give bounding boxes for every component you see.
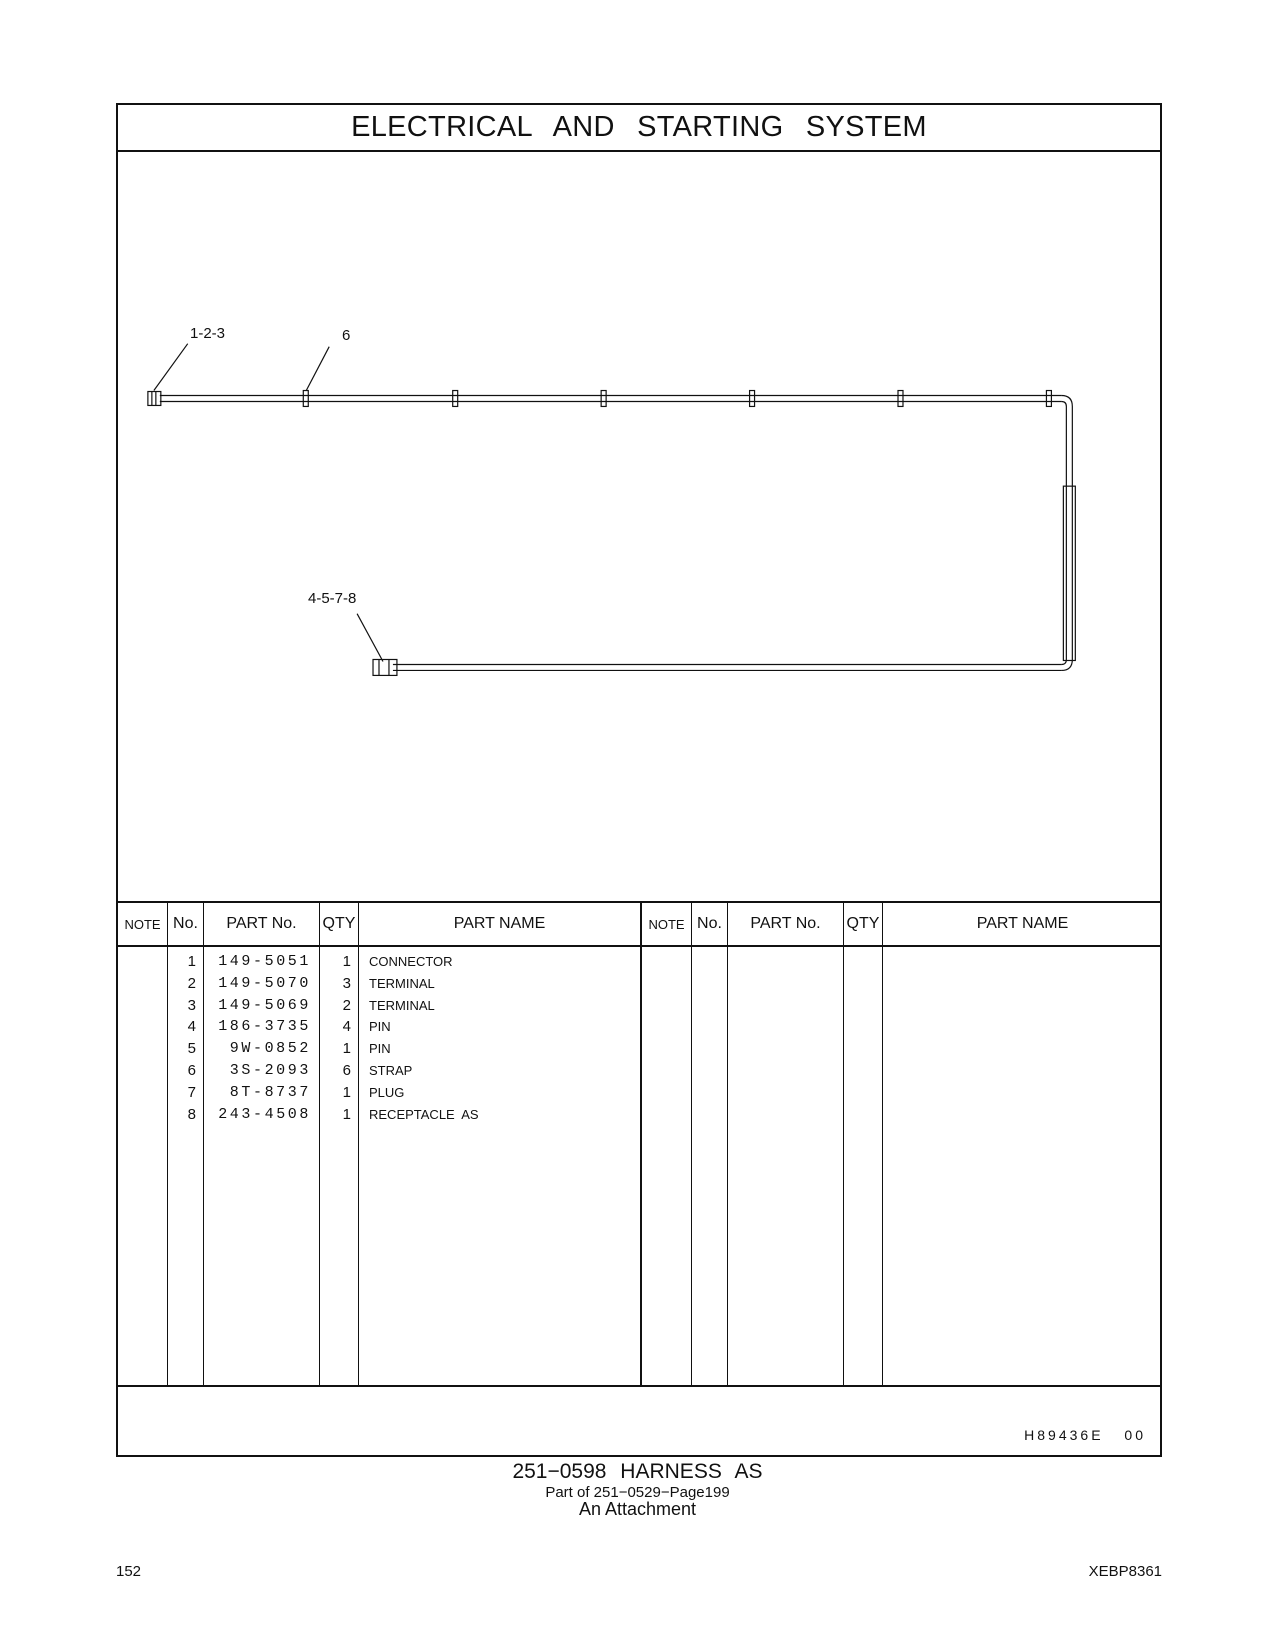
col-part-name-right (883, 903, 1162, 1385)
col-part-name (359, 903, 640, 1385)
harness-drawing (118, 150, 1160, 901)
row-3-no: 3 (187, 996, 196, 1014)
col-note-right (642, 903, 692, 1385)
row-4-qty: 4 (342, 1018, 351, 1036)
connector-left (148, 392, 161, 406)
col-part-no (204, 903, 320, 1385)
header-qty: QTY (320, 903, 358, 947)
leader-6 (306, 347, 329, 391)
strap-6 (1046, 391, 1051, 407)
row-1-part-no: 149-5051 (218, 953, 311, 970)
bend-bottom-outer (1061, 659, 1072, 670)
col-no-right (692, 903, 728, 1385)
connector-bottom (373, 659, 397, 675)
header-note-right: NOTE (642, 903, 691, 947)
callout-4-5-7-8: 4-5-7-8 (308, 590, 357, 607)
row-4-part-name: PIN (369, 1019, 391, 1035)
illustration-code: H89436E 00 (1024, 1427, 1146, 1443)
header-part-no-right: PART No. (728, 903, 843, 947)
parts-table-left (118, 903, 640, 1385)
strap-3 (601, 391, 606, 407)
row-5-qty: 1 (342, 1040, 351, 1058)
row-2-qty: 3 (342, 974, 351, 992)
row-4-part-no: 186-3735 (218, 1018, 311, 1036)
row-3-qty: 2 (342, 996, 351, 1014)
parts-table (118, 901, 1160, 1387)
strap-5 (898, 391, 903, 407)
header-part-no: PART No. (204, 903, 319, 947)
header-note: NOTE (118, 903, 167, 947)
row-8-part-name: RECEPTACLE AS (369, 1106, 479, 1122)
row-6-no: 6 (187, 1061, 196, 1079)
row-3-part-name: TERMINAL (369, 997, 435, 1013)
parts-page-frame (116, 103, 1162, 1457)
row-6-part-name: STRAP (369, 1062, 413, 1078)
header-no-right: No. (692, 903, 727, 947)
row-5-no: 5 (187, 1040, 196, 1058)
row-1-no: 1 (187, 953, 196, 970)
row-2-part-name: TERMINAL (369, 975, 435, 991)
row-7-qty: 1 (342, 1083, 351, 1101)
row-2-no: 2 (187, 974, 196, 992)
vertical-sleeve (1063, 486, 1075, 660)
row-6-part-no: 3S-2093 (229, 1061, 311, 1079)
bend-top-inner (1061, 401, 1066, 406)
row-1-part-name: CONNECTOR (369, 954, 453, 969)
col-no (168, 903, 204, 1385)
header-part-name-right: PART NAME (883, 903, 1162, 947)
document-id: XEBP8361 (1088, 1563, 1162, 1580)
header-qty-right: QTY (844, 903, 882, 947)
row-3-part-no: 149-5069 (218, 996, 311, 1014)
col-qty-right (844, 903, 883, 1385)
row-8-no: 8 (187, 1105, 196, 1123)
row-7-part-name: PLUG (369, 1084, 405, 1100)
row-7-part-no: 8T-8737 (229, 1083, 311, 1101)
strap-1 (303, 391, 308, 407)
strap-2 (453, 391, 458, 407)
section-title: ELECTRICAL AND STARTING SYSTEM (118, 105, 1160, 152)
col-qty (320, 903, 359, 1385)
harness-diagram (118, 150, 1160, 901)
row-4-no: 4 (187, 1018, 196, 1036)
bend-top-outer (1061, 395, 1072, 406)
row-8-part-no: 243-4508 (218, 1105, 311, 1123)
row-2-part-no: 149-5070 (218, 974, 311, 992)
callout-6: 6 (342, 327, 351, 344)
caption-part-title: 251−0598 HARNESS AS (512, 1460, 763, 1483)
col-part-no-right (728, 903, 844, 1385)
row-5-part-name: PIN (369, 1041, 391, 1057)
row-7-no: 7 (187, 1083, 196, 1101)
page-number: 152 (116, 1563, 142, 1580)
leader-4-5-7-8 (357, 614, 383, 662)
row-5-part-no: 9W-0852 (229, 1040, 311, 1058)
row-1-qty: 1 (342, 953, 351, 970)
callout-1-2-3: 1-2-3 (190, 325, 226, 342)
col-note (118, 903, 168, 1385)
row-6-qty: 6 (342, 1061, 351, 1079)
leader-1-2-3 (154, 344, 188, 391)
strap-4 (750, 391, 755, 407)
parts-table-right (640, 903, 1162, 1385)
row-8-qty: 1 (342, 1105, 351, 1123)
caption-attachment: An Attachment (578, 1499, 697, 1519)
header-no: No. (168, 903, 203, 947)
caption-part-of: Part of 251−0529−Page199 (545, 1484, 730, 1501)
header-part-name: PART NAME (359, 903, 640, 947)
